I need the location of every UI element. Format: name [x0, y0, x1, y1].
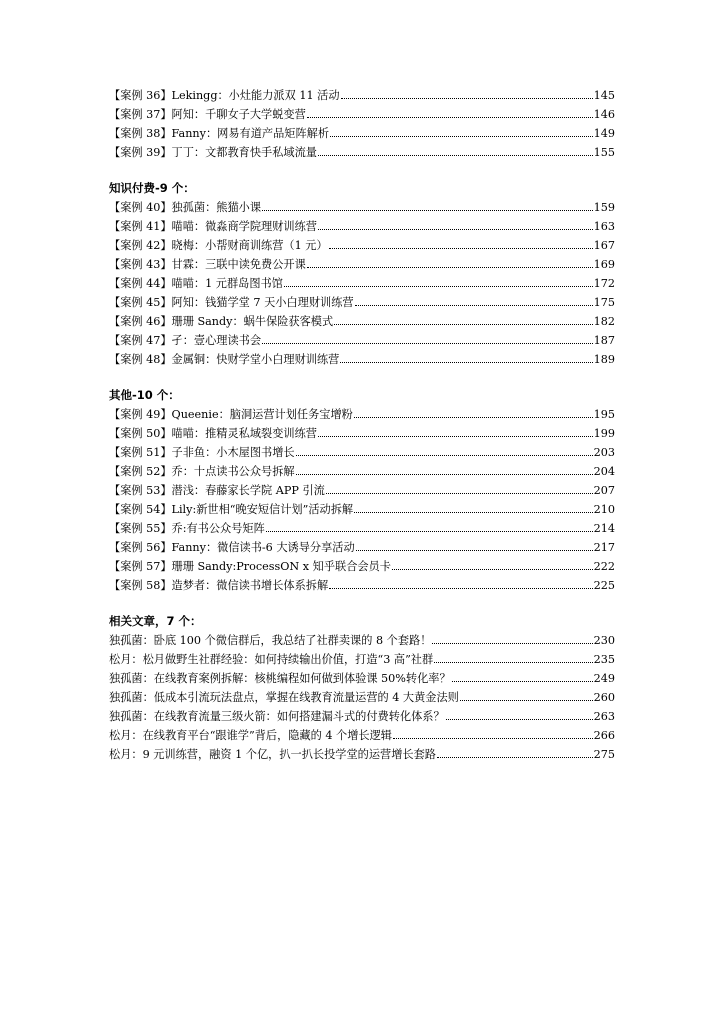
toc-page: [109, 86, 615, 764]
toc-entry-page-number: 249: [593, 672, 615, 685]
toc-entry-page-number: 204: [593, 465, 615, 478]
toc-entry-title: 【案例 52】乔：十点读书公众号拆解: [109, 465, 295, 478]
dot-leader: [307, 267, 593, 268]
toc-entry-page-number: 222: [593, 560, 615, 573]
toc-entry-title: 独孤菌：在线教育流量三级火箭：如何搭建漏斗式的付费转化体系？: [109, 710, 445, 723]
toc-entry-page-number: 199: [593, 427, 615, 440]
toc-entry-title: 【案例 42】晓梅：小帮财商训练营（1 元）: [109, 239, 328, 252]
toc-entry[interactable]: [109, 443, 615, 462]
toc-entry-title: 独孤菌：在线教育案例拆解：核桃编程如何做到体验课 50%转化率？: [109, 672, 451, 685]
dot-leader: [318, 436, 593, 437]
dot-leader: [284, 286, 593, 287]
dot-leader: [307, 117, 593, 118]
toc-entry-page-number: 266: [593, 729, 615, 742]
dot-leader: [334, 324, 592, 325]
dot-leader: [318, 155, 593, 156]
toc-entry[interactable]: [109, 143, 615, 162]
toc-entry[interactable]: [109, 350, 615, 369]
toc-entry-page-number: 263: [593, 710, 615, 723]
dot-leader: [296, 455, 593, 456]
toc-entry-page-number: 167: [593, 239, 615, 252]
toc-entry-title: 【案例 58】造梦者：微信读书增长体系拆解: [109, 579, 329, 592]
dot-leader: [354, 512, 593, 513]
dot-leader: [330, 136, 593, 137]
toc-entry-page-number: 195: [593, 408, 615, 421]
dot-leader: [296, 474, 593, 475]
toc-entry[interactable]: [109, 650, 615, 669]
dot-leader: [326, 493, 593, 494]
dot-leader: [446, 719, 593, 720]
toc-entry[interactable]: [109, 707, 615, 726]
toc-entry-page-number: 146: [593, 108, 615, 121]
toc-entry-title: 独孤菌：卧底 100 个微信群后，我总结了社群卖课的 8 个套路！: [109, 634, 432, 647]
toc-entry-title: 【案例 36】Lekingg：小灶能力派双 11 活动: [109, 89, 340, 102]
toc-entry-page-number: 155: [593, 146, 615, 159]
toc-entry-title: 【案例 41】喵喵：微淼商学院理财训练营: [109, 220, 317, 233]
toc-entry-title: 【案例 53】潜浅：春藤家长学院 APP 引流: [109, 484, 325, 497]
toc-entry-title: 独孤菌：低成本引流玩法盘点，掌握在线教育流量运营的 4 大黄金法则: [109, 691, 459, 704]
toc-entry[interactable]: [109, 124, 615, 143]
toc-entry-page-number: 235: [593, 653, 615, 666]
toc-entry-title: 【案例 40】独孤菌：熊猫小课: [109, 201, 262, 214]
toc-entry-title: 【案例 55】乔:有书公众号矩阵: [109, 522, 265, 535]
toc-entry[interactable]: [109, 293, 615, 312]
toc-entry-page-number: 203: [593, 446, 615, 459]
toc-entry[interactable]: [109, 500, 615, 519]
dot-leader: [341, 98, 593, 99]
toc-entry[interactable]: [109, 669, 615, 688]
section-gap: [109, 595, 615, 612]
toc-entry-page-number: 275: [593, 748, 615, 761]
toc-entry-page-number: 182: [593, 315, 615, 328]
toc-entry-title: 【案例 39】丁丁：文都教育快手私域流量: [109, 146, 317, 159]
toc-entry[interactable]: [109, 331, 615, 350]
dot-leader: [266, 531, 593, 532]
toc-entry[interactable]: [109, 631, 615, 650]
toc-entry-page-number: 189: [593, 353, 615, 366]
toc-entry-title: 【案例 50】喵喵：推精灵私域裂变训练营: [109, 427, 317, 440]
toc-entry[interactable]: [109, 481, 615, 500]
dot-leader: [340, 362, 592, 363]
toc-entry[interactable]: [109, 86, 615, 105]
toc-section-articles: [109, 631, 615, 764]
toc-entry-page-number: 172: [593, 277, 615, 290]
toc-entry-title: 【案例 57】珊珊 Sandy:ProcessON x 知乎联合会员卡: [109, 560, 391, 573]
toc-entry-page-number: 217: [593, 541, 615, 554]
toc-entry-page-number: 187: [593, 334, 615, 347]
section-heading-knowledge: 知识付费-9 个：: [109, 181, 195, 195]
toc-entry[interactable]: [109, 462, 615, 481]
toc-entry-title: 松月：松月做野生社群经验：如何持续输出价值，打造“3 高”社群: [109, 653, 434, 666]
toc-entry[interactable]: [109, 688, 615, 707]
toc-section-knowledge: [109, 198, 615, 369]
toc-entry-title: 【案例 45】阿知：钱猫学堂 7 天小白理财训练营: [109, 296, 354, 309]
dot-leader: [262, 210, 593, 211]
dot-leader: [262, 343, 593, 344]
toc-entry[interactable]: [109, 255, 615, 274]
section-heading-others: 其他-10 个：: [109, 388, 180, 402]
dot-leader: [356, 550, 593, 551]
toc-section-top: [109, 86, 615, 162]
toc-entry-title: 【案例 47】孑：壹心理读书会: [109, 334, 262, 347]
section-gap: [109, 162, 615, 179]
toc-entry[interactable]: [109, 538, 615, 557]
toc-entry[interactable]: [109, 405, 615, 424]
toc-entry-page-number: 163: [593, 220, 615, 233]
dot-leader: [452, 681, 593, 682]
toc-entry-title: 【案例 43】甘霖：三联中读免费公开课: [109, 258, 306, 271]
toc-entry-page-number: 175: [593, 296, 615, 309]
toc-entry-page-number: 149: [593, 127, 615, 140]
toc-entry[interactable]: [109, 274, 615, 293]
dot-leader: [318, 229, 593, 230]
dot-leader: [329, 588, 592, 589]
toc-entry-title: 【案例 51】子非鱼：小木屋图书增长: [109, 446, 295, 459]
toc-section-others: [109, 405, 615, 595]
toc-entry[interactable]: [109, 576, 615, 595]
toc-entry-title: 【案例 44】喵喵：1 元群岛图书馆: [109, 277, 283, 290]
toc-entry[interactable]: [109, 198, 615, 217]
toc-entry-title: 【案例 54】Lily:新世相“晚安短信计划”活动拆解: [109, 503, 354, 516]
dot-leader: [437, 757, 593, 758]
toc-entry-page-number: 145: [593, 89, 615, 102]
dot-leader: [460, 700, 593, 701]
dot-leader: [329, 248, 593, 249]
toc-entry-page-number: 225: [593, 579, 615, 592]
dot-leader: [432, 643, 592, 644]
toc-entry[interactable]: [109, 726, 615, 745]
toc-entry-title: 【案例 56】Fanny：微信读书-6 大诱导分享活动: [109, 541, 355, 554]
toc-entry-page-number: 159: [593, 201, 615, 214]
toc-entry-title: 【案例 48】金属铜：快财学堂小白理财训练营: [109, 353, 340, 366]
toc-entry[interactable]: [109, 745, 615, 764]
toc-entry-page-number: 169: [593, 258, 615, 271]
toc-entry-title: 松月：9 元训练营，融资 1 个亿，扒一扒长投学堂的运营增长套路: [109, 748, 436, 761]
toc-entry-page-number: 214: [593, 522, 615, 535]
dot-leader: [392, 569, 593, 570]
toc-entry[interactable]: [109, 236, 615, 255]
toc-entry[interactable]: [109, 557, 615, 576]
section-heading-articles: 相关文章，7 个：: [109, 614, 202, 628]
toc-entry-title: 松月：在线教育平台“跟谁学”背后，隐藏的 4 个增长逻辑: [109, 729, 392, 742]
toc-entry-page-number: 210: [593, 503, 615, 516]
toc-entry-page-number: 207: [593, 484, 615, 497]
toc-entry-title: 【案例 49】Queenie：脑洞运营计划任务宝增粉: [109, 408, 353, 421]
toc-entry-title: 【案例 37】阿知：千聊女子大学蜕变营: [109, 108, 306, 121]
toc-entry-title: 【案例 38】Fanny：网易有道产品矩阵解析: [109, 127, 330, 140]
dot-leader: [355, 305, 593, 306]
dot-leader: [434, 662, 592, 663]
section-gap: [109, 369, 615, 386]
toc-entry-title: 【案例 46】珊珊 Sandy：蜗牛保险获客模式: [109, 315, 334, 328]
toc-entry-page-number: 230: [593, 634, 615, 647]
dot-leader: [393, 738, 593, 739]
toc-entry[interactable]: [109, 217, 615, 236]
toc-entry[interactable]: [109, 424, 615, 443]
dot-leader: [354, 417, 593, 418]
toc-entry[interactable]: [109, 105, 615, 124]
toc-entry-page-number: 260: [593, 691, 615, 704]
toc-entry[interactable]: [109, 519, 615, 538]
toc-entry[interactable]: [109, 312, 615, 331]
